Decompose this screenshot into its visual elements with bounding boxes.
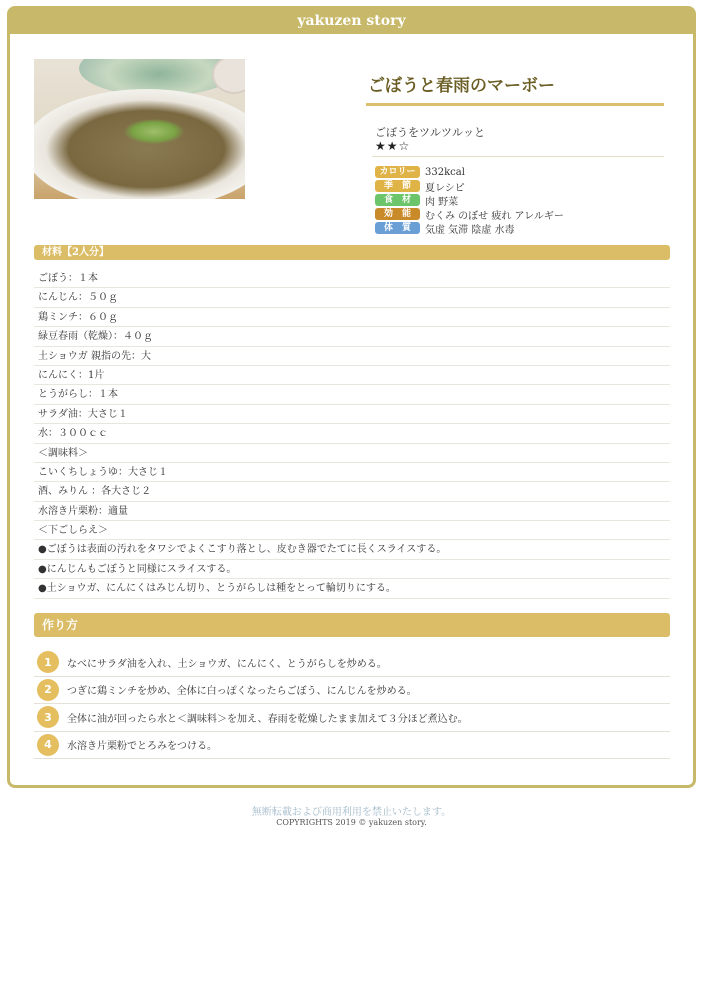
effect-badge: 効 能 xyxy=(375,208,420,220)
step-item xyxy=(34,732,670,760)
step-item xyxy=(34,649,670,677)
prep-label: ＜下ごしらえ＞ xyxy=(34,521,670,540)
steps-heading: 作り方 xyxy=(34,613,670,637)
prep-item: ●にんじんもごぼうと同様にスライスする。 xyxy=(34,560,670,579)
step-item xyxy=(34,704,670,732)
step-number: 4 xyxy=(37,734,59,756)
prep-item: ●土ショウガ、にんにくはみじん切り、とうがらしは種をとって輪切りにする。 xyxy=(34,579,670,598)
seasoning-label: ＜調味料＞ xyxy=(34,444,670,463)
ingredient-item: 緑豆春雨（乾燥）：４０ｇ xyxy=(34,327,670,346)
info-row-calorie xyxy=(375,165,564,179)
calorie-badge: カロリー xyxy=(375,166,420,178)
constitution-value: 気虚 気滞 陰虚 水毒 xyxy=(425,224,515,236)
ingredient-item: とうがらし：１本 xyxy=(34,385,670,404)
dish-bowl xyxy=(34,89,245,199)
recipe-title: ごぼうと春雨のマーボー xyxy=(368,76,555,96)
step-item xyxy=(34,677,670,705)
footer-notice: 無断転載および商用利用を禁止いたします。 xyxy=(251,807,452,818)
step-text: なべにサラダ油を入れ、土ショウガ、にんにく、とうがらしを炒める。 xyxy=(67,658,387,670)
ingredient-type-value: 肉 野菜 xyxy=(425,196,459,208)
site-header: yakuzen story xyxy=(10,9,693,34)
ingredient-list xyxy=(34,269,670,599)
herb-garnish xyxy=(124,119,184,144)
step-number: 3 xyxy=(37,706,59,728)
ingredient-item: 水溶き片栗粉：適量 xyxy=(34,502,670,521)
ingredient-item: こいくちしょうゆ：大さじ１ xyxy=(34,463,670,482)
step-text: 全体に油が回ったら水と＜調味料＞を加え、春雨を乾燥したまま加えて３分ほど煮込む。 xyxy=(67,713,468,725)
cup xyxy=(212,59,245,94)
ingredient-item: 酒、みりん ：各大さじ２ xyxy=(34,482,670,501)
ingredient-item: 鶏ミンチ：６０ｇ xyxy=(34,308,670,327)
step-list xyxy=(34,649,670,759)
recipe-photo xyxy=(34,59,245,199)
ingredient-type-badge: 食 材 xyxy=(375,194,420,206)
step-text: つぎに鶏ミンチを炒め、全体に白っぽくなったらごぼう、にんじんを炒める。 xyxy=(67,686,417,698)
ingredient-item: サラダ油：大さじ１ xyxy=(34,405,670,424)
info-divider xyxy=(372,156,664,157)
step-number: 1 xyxy=(37,651,59,673)
ingredient-item: 土ショウガ 親指の先：大 xyxy=(34,347,670,366)
page-frame xyxy=(7,6,696,788)
ingredient-item: にんじん：５０ｇ xyxy=(34,288,670,307)
effect-value: むくみ のぼせ 疲れ アレルギー xyxy=(425,210,564,222)
info-row-constitution xyxy=(375,221,564,235)
info-row-ingredient-type xyxy=(375,193,564,207)
difficulty-stars: ★★☆ xyxy=(375,139,411,153)
ingredients-heading: 材料【2人分】 xyxy=(34,245,670,260)
season-badge: 季 節 xyxy=(375,180,420,192)
recipe-info-list xyxy=(375,165,564,235)
step-number: 2 xyxy=(37,679,59,701)
step-text: 水溶き片栗粉でとろみをつける。 xyxy=(67,741,217,753)
ingredient-item: ごぼう：１本 xyxy=(34,269,670,288)
ingredient-item: にんにく：1片 xyxy=(34,366,670,385)
ingredient-item: 水：３００ｃｃ xyxy=(34,424,670,443)
prep-item: ●ごぼうは表面の汚れをタワシでよくこすり落とし、皮むき器でたてに長くスライスする。 xyxy=(34,540,670,559)
recipe-subtitle: ごぼうをツルツルッと xyxy=(375,126,485,139)
title-divider xyxy=(366,103,664,106)
constitution-badge: 体 質 xyxy=(375,222,420,234)
info-row-effect xyxy=(375,207,564,221)
season-value: 夏レシピ xyxy=(425,182,465,194)
footer-copyright: COPYRIGHTS 2019 © yakuzen story. xyxy=(276,818,427,827)
calorie-value: 332kcal xyxy=(425,166,465,178)
info-row-season xyxy=(375,179,564,193)
